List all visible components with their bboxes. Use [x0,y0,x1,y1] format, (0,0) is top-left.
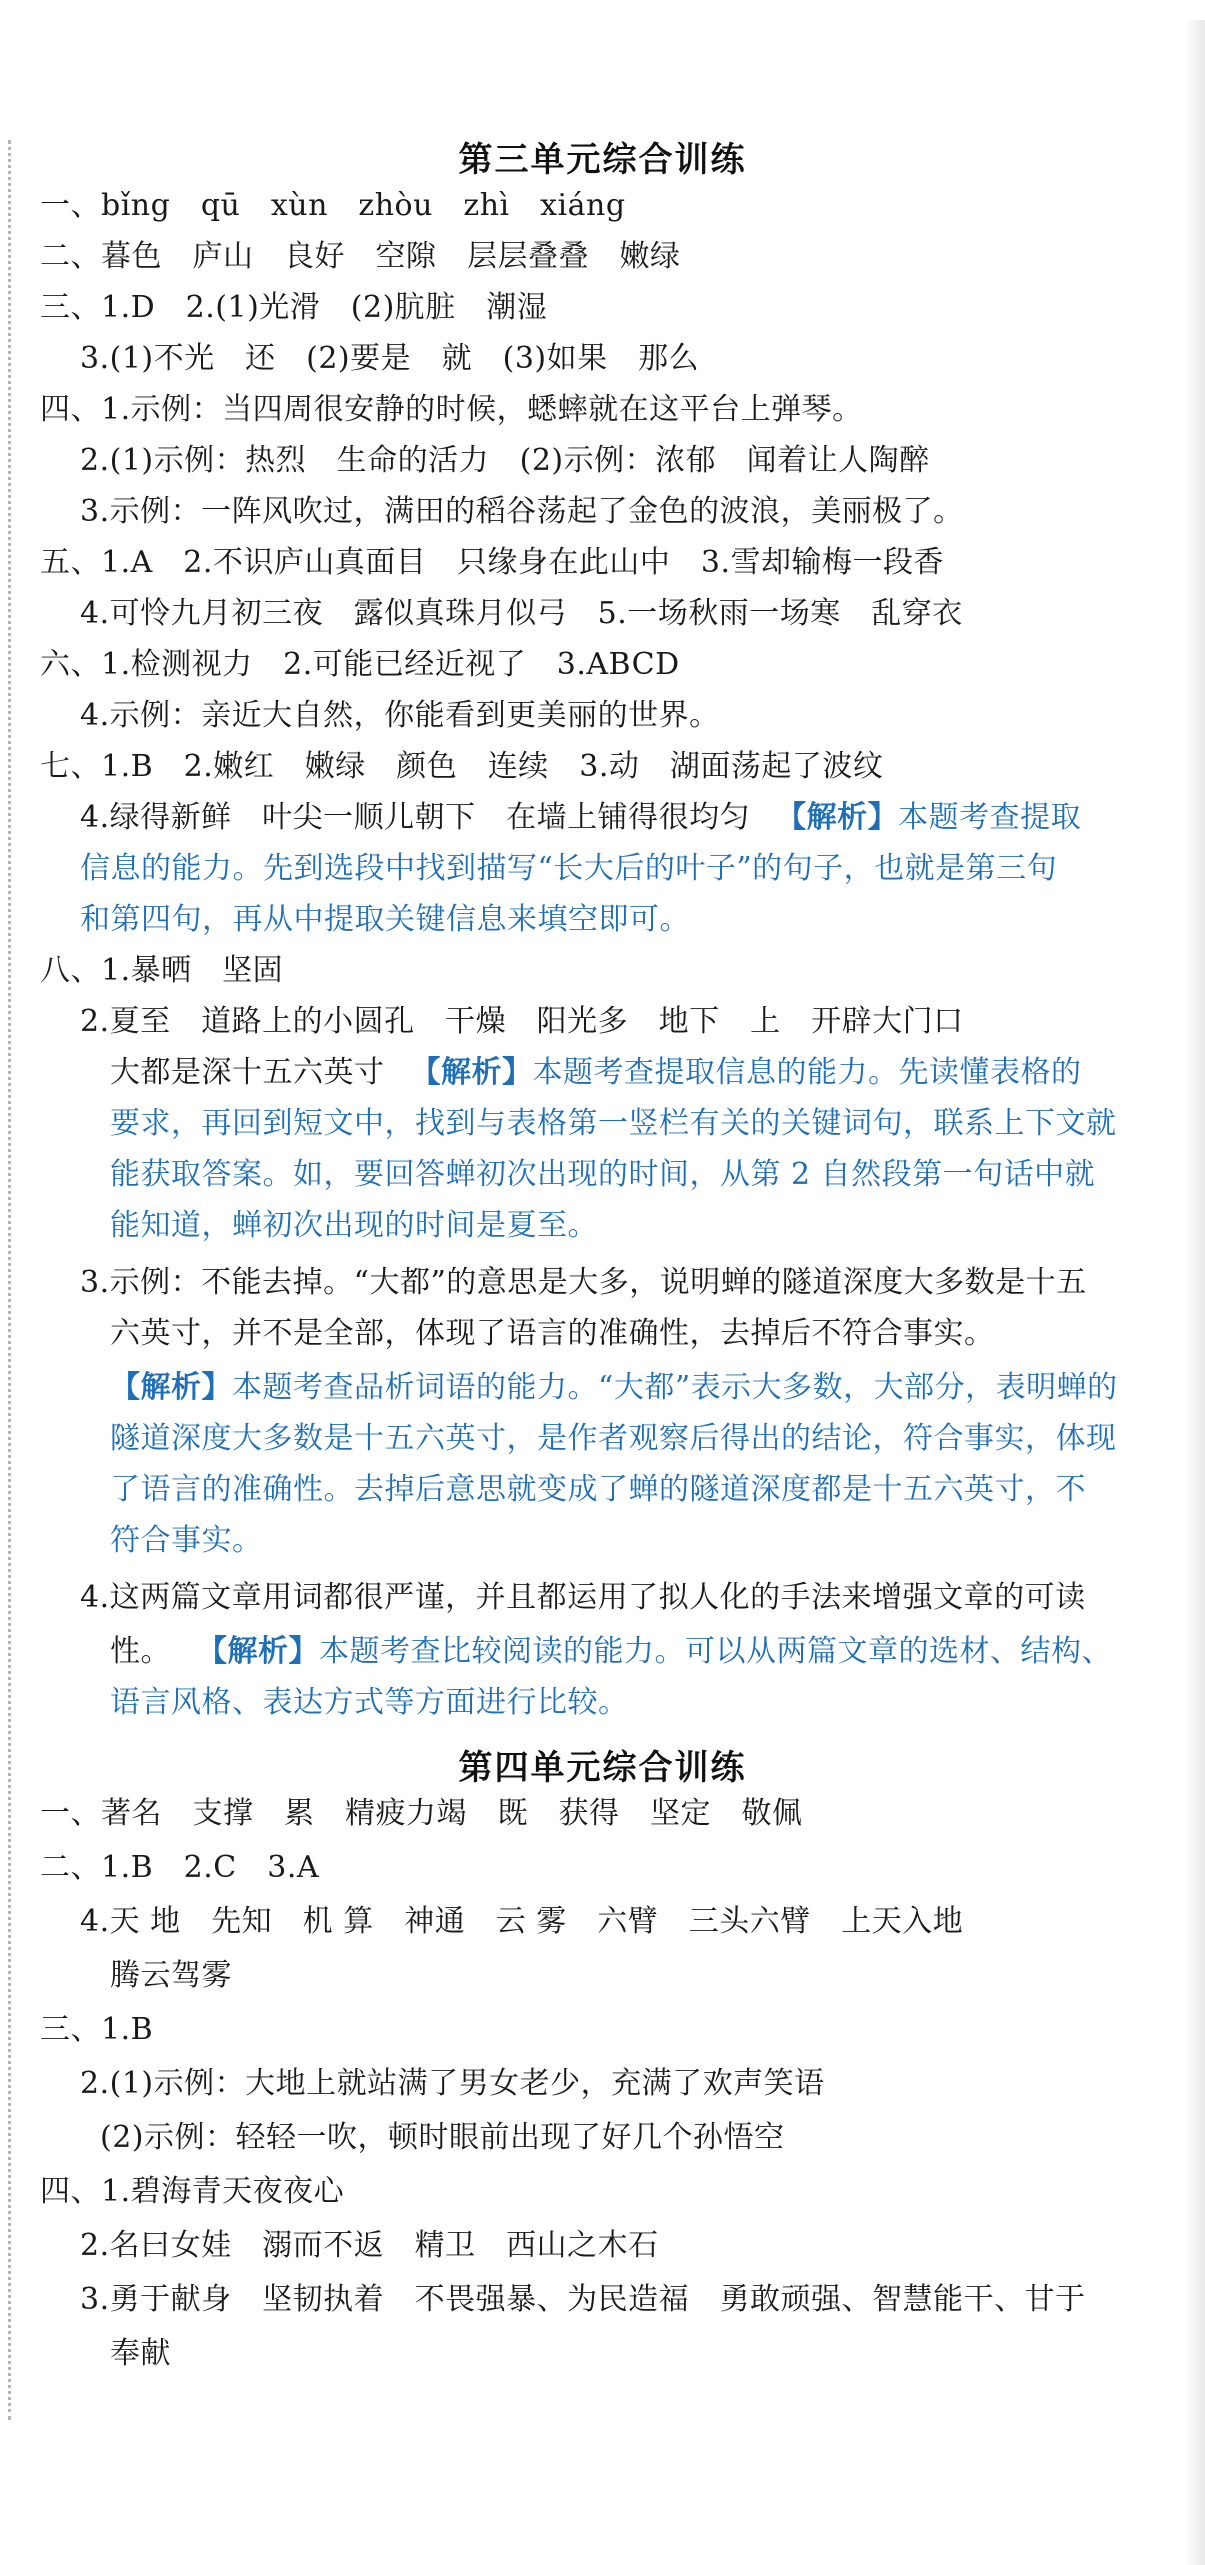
unit4-q3-2b: (2)示例：轻轻一吹，顿时眼前出现了好几个孙悟空 [100,2120,785,2155]
answer-text: 性。 [110,1634,171,1669]
unit3-q7-4 [80,798,1081,838]
unit3-q3-3: 3.(1)不光 还 (2)要是 就 (3)如果 那么 [80,341,700,376]
unit3-q3: 三、1.D 2.(1)光滑 (2)肮脏 潮湿 [40,290,548,325]
unit3-q8-3-analysis [110,1368,1118,1408]
unit3-q5-4: 4.可怜九月初三夜 露似真珠月似弓 5.一场秋雨一场寒 乱穿衣 [80,596,963,631]
unit3-q8-3-analysis-line2: 隧道深度大多数是十五六英寸，是作者观察后得出的结论，符合事实，体现 [110,1421,1117,1456]
unit4-q4-2: 2.名曰女娃 溺而不返 精卫 西山之木石 [80,2228,659,2263]
unit3-q7-4-analysis-line3: 和第四句，再从中提取关键信息来填空即可。 [80,902,690,937]
analysis-tag: 【解析】 [110,1370,232,1405]
unit4-q4-3-cont: 奉献 [110,2336,171,2371]
unit3-q8-3: 3.示例：不能去掉。“大都”的意思是大多，说明蝉的隧道深度大多数是十五 [80,1265,1087,1300]
unit3-q8-2: 2.夏至 道路上的小圆孔 干燥 阳光多 地下 上 开辟大门口 [80,1004,964,1039]
unit3-q8-2-cont [110,1053,1082,1093]
unit3-q4: 四、1.示例：当四周很安静的时候，蟋蟀就在这平台上弹琴。 [40,392,863,427]
unit3-q6: 六、1.检测视力 2.可能已经近视了 3.ABCD [40,647,680,682]
answer-text: 大都是深十五六英寸 [110,1055,385,1090]
unit3-q5: 五、1.A 2.不识庐山真面目 只缘身在此山中 3.雪却输梅一段香 [40,545,945,580]
unit3-q8-4: 4.这两篇文章用词都很严谨，并且都运用了拟人化的手法来增强文章的可读 [80,1580,1086,1615]
unit3-q2: 二、暮色 庐山 良好 空隙 层层叠叠 嫩绿 [40,239,681,274]
unit3-q8-3-analysis-line3: 了语言的准确性。去掉后意思就变成了蝉的隧道深度都是十五六英寸，不 [110,1472,1086,1507]
unit3-q8-4-line2 [110,1632,1112,1672]
unit3-q8-3-line2: 六英寸，并不是全部，体现了语言的准确性，去掉后不符合事实。 [110,1316,995,1351]
unit3-q8-3-analysis-line4: 符合事实。 [110,1523,263,1558]
unit4-q4-3: 3.勇于献身 坚韧执着 不畏强暴、为民造福 勇敢顽强、智慧能干、甘于 [80,2282,1086,2317]
analysis-text: 本题考查品析词语的能力。“大都”表示大多数，大部分，表明蝉的 [232,1370,1118,1405]
analysis-text: 本题考查提取 [898,800,1082,835]
unit3-q1: 一、bǐng qū xùn zhòu zhì xiáng [40,188,626,223]
unit4-q3-2: 2.(1)示例：大地上就站满了男女老少，充满了欢声笑语 [80,2066,825,2101]
unit3-q7: 七、1.B 2.嫩红 嫩绿 颜色 连续 3.动 湖面荡起了波纹 [40,749,884,784]
analysis-tag: 【解析】 [410,1055,533,1090]
unit3-q6-4: 4.示例：亲近大自然，你能看到更美丽的世界。 [80,698,720,733]
unit3-q4-3: 3.示例：一阵风吹过，满田的稻谷荡起了金色的波浪，美丽极了。 [80,494,964,529]
unit4-q1: 一、著名 支撑 累 精疲力竭 既 获得 坚定 敬佩 [40,1796,803,1831]
unit3-q7-4-analysis-line2: 信息的能力。先到选段中找到描写“长大后的叶子”的句子，也就是第三句 [80,851,1058,886]
unit3-q4-2: 2.(1)示例：热烈 生命的活力 (2)示例：浓郁 闻着让人陶醉 [80,443,930,478]
unit4-title: 第四单元综合训练 [458,1748,747,1788]
unit4-q2-4: 4.天 地 先知 机 算 神通 云 雾 六臂 三头六臂 上天入地 [80,1904,964,1939]
unit3-q8: 八、1.暴晒 坚固 [40,953,284,988]
unit4-q2: 二、1.B 2.C 3.A [40,1850,320,1885]
analysis-text: 本题考查提取信息的能力。先读懂表格的 [532,1055,1082,1090]
analysis-text: 本题考查比较阅读的能力。可以从两篇文章的选材、结构、 [319,1634,1112,1669]
answer-text: 4.绿得新鲜 叶尖一顺儿朝下 在墙上铺得很均匀 [80,800,751,835]
unit3-q8-2-analysis-line2: 要求，再回到短文中，找到与表格第一竖栏有关的关键词句，联系上下文就 [110,1106,1117,1141]
analysis-tag: 【解析】 [197,1634,319,1669]
binding-margin-line [8,140,11,2420]
unit4-q2-4-cont: 腾云驾雾 [110,1958,232,1993]
analysis-tag: 【解析】 [776,800,899,835]
unit3-q8-2-analysis-line3: 能获取答案。如，要回答蝉初次出现的时间，从第 2 自然段第一句话中就 [110,1157,1096,1192]
unit4-q4: 四、1.碧海青天夜夜心 [40,2174,345,2209]
page-edge-shadow [1187,20,1205,2565]
unit3-q8-4-analysis-line2: 语言风格、表达方式等方面进行比较。 [110,1685,629,1720]
unit4-q3: 三、1.B [40,2012,154,2047]
unit3-title: 第三单元综合训练 [458,140,747,180]
unit3-q8-2-analysis-line4: 能知道，蝉初次出现的时间是夏至。 [110,1208,598,1243]
